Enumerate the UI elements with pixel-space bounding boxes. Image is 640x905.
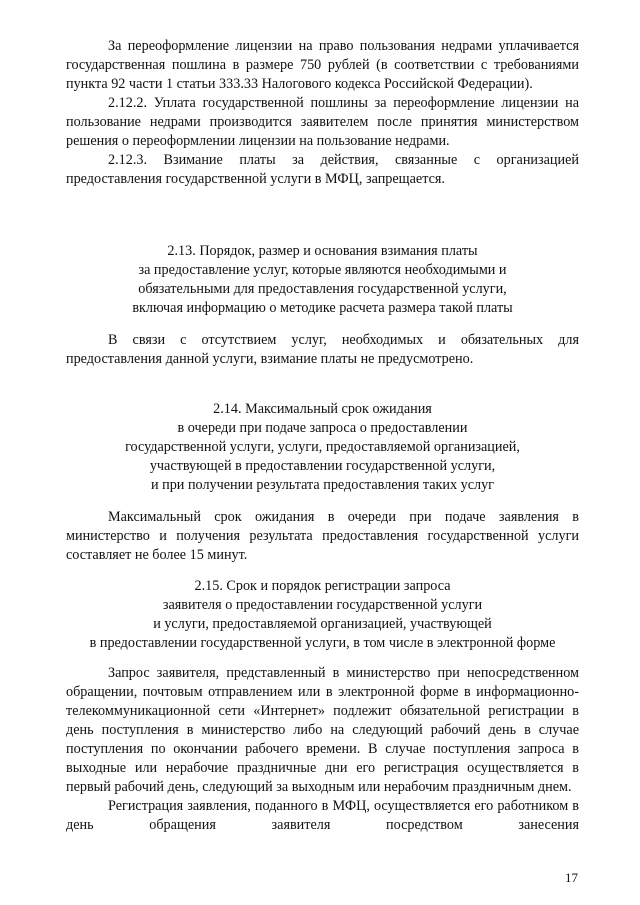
heading-2-14-line: 2.14. Максимальный срок ожидания — [213, 401, 432, 417]
section-2-15-paragraphs — [66, 664, 579, 835]
heading-2-15-line: в предоставлении государственной услуги, в том числе в электронной форме — [89, 635, 556, 651]
paragraph-2-13-1: В связи с отсутствием услуг, необходимых и обязательных для предоставления данной услуги, взимание платы не предусмотрено. — [66, 332, 579, 367]
paragraph-2-12-2: 2.12.2. Уплата государственной пошлины за переоформление лицензии на пользование недрами производится заявителем после принятия министерством решения о переоформлении лицензии на пользование недрами. — [66, 95, 579, 149]
heading-2-13-line: 2.13. Порядок, размер и основания взимания платы — [167, 243, 478, 259]
heading-2-15 — [66, 577, 579, 653]
paragraph-2-12-3: 2.12.3. Взимание платы за действия, связанные с организацией предоставления государственной услуги в МФЦ, запрещается. — [66, 152, 579, 187]
section-2-14-paragraphs — [66, 508, 579, 565]
heading-2-13-line: обязательными для предоставления государственной услуги, — [138, 281, 507, 297]
paragraph-2-14-1: Максимальный срок ожидания в очереди при подаче заявления в министерство и получения результата предоставления государственной услуги составляет не более 15 минут. — [66, 509, 579, 563]
heading-2-13-line: за предоставление услуг, которые являются необходимыми и — [138, 262, 507, 278]
heading-2-14-line: и при получении результата предоставления таких услуг — [150, 477, 495, 493]
page-number: 17 — [565, 870, 578, 885]
paragraph-2-15-2: Регистрация заявления, поданного в МФЦ, осуществляется его работником в день обращения заявителя посредством занесения — [66, 798, 579, 833]
heading-2-14-line: в очереди при подаче запроса о предоставлении — [177, 420, 468, 436]
section-2-12-paragraphs — [66, 37, 579, 189]
section-2-13-paragraphs — [66, 331, 579, 369]
heading-2-15-line: 2.15. Срок и порядок регистрации запроса — [194, 578, 451, 594]
heading-2-14 — [66, 400, 579, 495]
heading-2-14-line: государственной услуги, услуги, предоставляемой организацией, — [125, 439, 520, 455]
heading-2-15-line: и услуги, предоставляемой организацией, участвующей — [153, 616, 492, 632]
heading-2-13-line: включая информацию о методике расчета размера такой платы — [132, 300, 513, 316]
heading-2-13 — [66, 242, 579, 318]
paragraph-2-15-1: Запрос заявителя, представленный в министерство при непосредственном обращении, почтовым отправлением или в электронной форме в информационно-телекоммуникационной сети «Интернет» подлежит обязательной регистрации в день поступления в министерство либо на следующий рабочий день в случае поступления по окончании рабочего времени. В случае поступления запроса в выходные или нерабочие праздничные дни его регистрация осуществляется в первый рабочий день, следующий за выходным или нерабочим праздничным днем. — [66, 665, 579, 795]
paragraph-2-12-1: За переоформление лицензии на право пользования недрами уплачивается государственная пошлина в размере 750 рублей (в соответствии с требованиями пункта 92 части 1 статьи 333.33 Налогового кодекса Российской Федерации). — [66, 38, 579, 92]
heading-2-14-line: участвующей в предоставлении государственной услуги, — [149, 458, 496, 474]
heading-2-15-line: заявителя о предоставлении государственной услуги — [162, 597, 483, 613]
